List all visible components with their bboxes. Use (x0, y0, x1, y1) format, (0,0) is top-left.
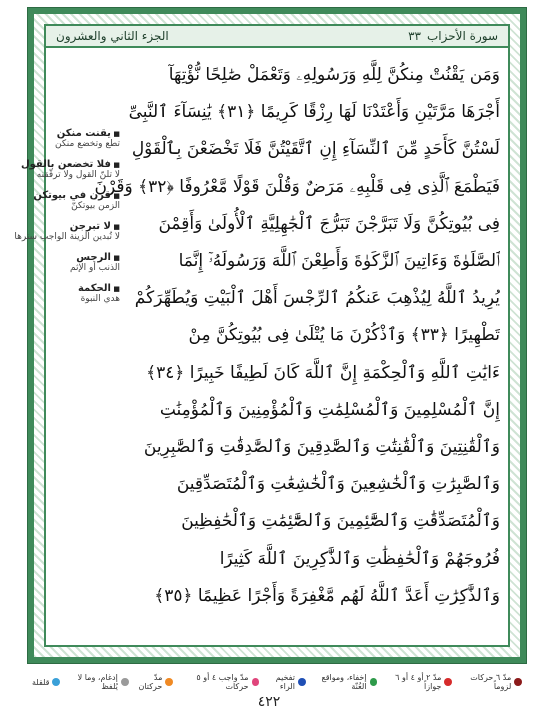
page-number: ٤٢٢ (257, 694, 281, 710)
text-line-11: وَٱلْقَٰنِتِينَ وَٱلْقَٰنِتَٰتِ وَٱلصَّٰدِقِينَ وَٱلصَّٰدِقَٰتِ وَٱلصَّٰبِرِينَ (143, 436, 500, 457)
legend-item (259, 673, 305, 691)
legend-item (173, 673, 259, 691)
legend-item (452, 673, 522, 691)
glossary-item (2, 283, 120, 304)
glossary-item (2, 159, 120, 180)
page-inner (44, 24, 510, 647)
glossary-term: ■ يقنت منكن (2, 128, 120, 139)
glossary-desc: لا تلنّ القول ولا ترقّقنه (36, 170, 120, 180)
text-line-6: ٱلصَّلَوٰةَ وَءَاتِينَ ٱلزَّكَوٰةَ وَأَطِعْنَ ٱللَّهَ وَرَسُولَهُۥٓ إِنَّمَا (178, 250, 500, 271)
text-line-5: فِى بُيُوتِكُنَّ وَلَا تَبَرَّجْنَ تَبَرُّجَ ٱلْجَٰهِلِيَّةِ ٱلْأُولَىٰ وَأَقِمْنَ (158, 213, 500, 234)
legend-label: تفخيم الراء (275, 673, 295, 691)
page-frame (28, 8, 526, 663)
glossary-term: ■ لا تبرجن (2, 221, 120, 232)
legend-label: قلقلة (32, 677, 50, 687)
glossary-desc: الزمن بيوتكنّ (71, 201, 120, 211)
text-line-7: يُرِيدُ ٱللَّهُ لِيُذْهِبَ عَنكُمُ ٱلرِّجْسَ أَهْلَ ٱلْبَيْتِ وَيُطَهِّرَكُمْ (134, 288, 500, 309)
glossary-term: ■ الرجس (2, 252, 120, 263)
color-dot-icon (370, 678, 378, 686)
surah-name: سورة الأحزاب (427, 29, 498, 43)
tajweed-legend (28, 671, 526, 693)
quran-text (54, 56, 500, 639)
text-line-9: ءَايَٰتِ ٱللَّهِ وَٱلْحِكْمَةِ إِنَّ ٱللَّهَ كَانَ لَطِيفًا خَبِيرًا ﴿٣٤﴾ (146, 362, 500, 383)
margin-glossary (2, 128, 120, 314)
color-dot-icon (514, 678, 522, 686)
legend-label: مدّ ٦ حركات لزوماً (470, 673, 512, 691)
color-dot-icon (121, 678, 129, 686)
glossary-term: ■ قرن في بيوتكن (2, 190, 120, 201)
surah-title (408, 29, 498, 43)
legend-item (129, 673, 174, 691)
glossary-desc: تطع وتخضع منكن (54, 139, 120, 149)
color-dot-icon (165, 678, 173, 686)
juz-label: الجزء الثاني والعشرون (56, 29, 169, 43)
legend-item (306, 673, 378, 691)
glossary-item (2, 252, 120, 273)
glossary-desc: الذنب أو الإثم (69, 263, 120, 273)
color-dot-icon (298, 678, 306, 686)
legend-item (377, 673, 452, 691)
glossary-item (2, 128, 120, 149)
glossary-desc: لا تُبدين الزينة الواجب سترها (14, 232, 120, 242)
legend-label: مدّ واجب ٤ أو ٥ حركات (196, 673, 249, 691)
page-header (46, 26, 508, 48)
text-line-14: فُرُوجَهُمْ وَٱلْحَٰفِظَٰتِ وَٱلذَّٰكِرِينَ ٱللَّهَ كَثِيرًا (219, 548, 500, 569)
legend-item (60, 673, 128, 691)
text-line-8: تَطْهِيرًا ﴿٣٣﴾ وَٱذْكُرْنَ مَا يُتْلَىٰ فِى بُيُوتِكُنَّ مِنْ (188, 325, 500, 346)
legend-label: مدّ ٢ أو ٤ أو ٦ جوازاً (395, 673, 442, 691)
legend-label: مدّ حركتان (138, 673, 163, 691)
text-line-15: وَٱلذَّٰكِرَٰتِ أَعَدَّ ٱللَّهُ لَهُم مَّغْفِرَةً وَأَجْرًا عَظِيمًا ﴿٣٥﴾ (154, 585, 500, 606)
text-line-2: أَجْرَهَا مَرَّتَيْنِ وَأَعْتَدْنَا لَهَا رِزْقًا كَرِيمًا ﴿٣١﴾ يَٰنِسَآءَ ٱلنَّبِىِّ (128, 102, 500, 123)
legend-label: إدغام، وما لا يُلفظ (77, 673, 118, 691)
legend-label: إخفاء، ومواقع الغُنّة (321, 673, 367, 691)
surah-number: ٣٣ (408, 29, 421, 43)
glossary-item (2, 221, 120, 242)
legend-item (32, 678, 60, 687)
text-line-12: وَٱلصَّٰبِرَٰتِ وَٱلْخَٰشِعِينَ وَٱلْخَٰشِعَٰتِ وَٱلْمُتَصَدِّقِينَ (176, 474, 500, 495)
color-dot-icon (444, 678, 452, 686)
text-line-1: وَمَن يَقْنُتْ مِنكُنَّ لِلَّهِ وَرَسُولِهِۦ وَتَعْمَلْ صَٰلِحًا نُّؤْتِهَآ (168, 64, 500, 85)
glossary-term: ■ فلا تخضعن بالقول (2, 159, 120, 170)
glossary-item (2, 190, 120, 211)
color-dot-icon (52, 678, 60, 686)
text-line-10: إِنَّ ٱلْمُسْلِمِينَ وَٱلْمُسْلِمَٰتِ وَٱلْمُؤْمِنِينَ وَٱلْمُؤْمِنَٰتِ (159, 399, 500, 420)
color-dot-icon (252, 678, 260, 686)
text-line-3: لَسْتُنَّ كَأَحَدٍ مِّنَ ٱلنِّسَآءِ إِنِ ٱتَّقَيْتُنَّ فَلَا تَخْضَعْنَ بِٱلْقَوْلِ (131, 139, 500, 160)
glossary-desc: هدي النبوة (80, 294, 120, 304)
text-line-13: وَٱلْمُتَصَدِّقَٰتِ وَٱلصَّٰٓئِمِينَ وَٱلصَّٰٓئِمَٰتِ وَٱلْحَٰفِظِينَ (181, 511, 500, 532)
glossary-term: ■ الحكمة (2, 283, 120, 294)
text-line-4: فَيَطْمَعَ ٱلَّذِى فِى قَلْبِهِۦ مَرَضٌ وَقُلْنَ قَوْلًا مَّعْرُوفًا ﴿٣٢﴾ وَقَرْنَ (94, 176, 500, 197)
